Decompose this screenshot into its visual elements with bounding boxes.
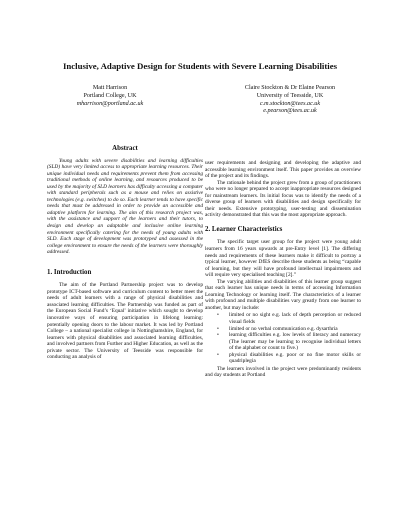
author-affiliation: Portland College, UK: [83, 92, 137, 99]
abstract-text: Young adults with severe disabilities and learning difficulties (SLD) have very limited access to appropriate learning resources. Their unique individual needs and requirements prevent them from accessing traditional methods of online learning, and resources produced to be used by the majority of SLD learners has difficulty accessing a computer with standard peripherals such as a mouse and relies on assistive technologies (e.g. switches) to do so. Each learner tends to have specific needs that must be addressed in order to provide an accessible and adaptive platform for learning. The aim of this research project was, with the assistance and support of the learners and their tutors, to design and develop an adaptable and inclusive online learning environment specifically catering for the needs of young adults with SLD. Each stage of development was prototyped and assessed in the college environment to ensure the needs of the learners were thoroughly addressed.: [47, 157, 203, 256]
section-heading-learner-characteristics: 2. Learner Characteristics: [205, 225, 283, 233]
list-item: • learning difficulties e.g. low levels of literacy and numeracy (The learner may be learning to recognise individual letters of the alphabet or count to five.): [223, 332, 361, 352]
author-name: Claire Stockton & Dr Elaine Pearson: [244, 85, 336, 91]
intro-paragraph-2: The rationale behind the project grew from a group of practitioners who were no longer prepared to accept inappropriate resources designed for mainstream learners. Its initial focus was to identify the needs of a diverse group of learners with disabilities and design specifically for their needs. Extensive prototyping, user-testing and dissemination activity demonstrated that this was the most appropriate approach.: [205, 179, 361, 219]
author-email[interactable]: mharrison@portland.ac.uk: [76, 100, 144, 107]
author-block-1: [45, 85, 175, 108]
learner-characteristics-list: [205, 312, 361, 364]
section2-paragraph-1: The specific target user group for the project were young adult learners from 16 years upwards at pre-Entry level [1]. The differing needs and requirements of these learners make it difficult to portray a typical learner, however DfES describe these students as being “capable of learning, but they will have profound intellectual impairments and will require very specialised teaching [2].”: [205, 239, 361, 279]
section2-paragraph-3: The learners involved in the project were predominantly residents and day students at Portland: [205, 365, 361, 379]
right-column: [205, 160, 361, 379]
left-column: [47, 146, 203, 361]
intro-paragraph: The aim of the Portland Partnership project was to develop prototype ICT-based software and curriculum content to better meet the needs of adult learners with a range of physical disabilities and associated learning difficulties. The Partnership was funded as part of the European Social Fund’s ‘Equal’ initiative which sought to develop innovative ways of ensuring participation in lifelong learning: potentially opening doors to the labour market. It was led by Portland College – a national specialist college in Nottinghamshire, England, for learners with physical disabilities and associated learning difficulties, and involved partners from Further and Higher Education, as well as the private sector. The University of Teesside was responsible for conducting an analysis of: [47, 282, 203, 361]
author-email[interactable]: e.pearson@tees.ac.uk: [263, 108, 317, 115]
abstract-heading: Abstract: [112, 145, 138, 152]
intro-paragraph-continued: user requirements and designing and developing the adaptive and accessible learning environment itself. This paper provides an overview of the project and its findings.: [205, 160, 361, 180]
section2-paragraph-2: The varying abilities and disabilities of this learner group suggest that each learner has unique needs in terms of accessing Information Learning Technology or learning itself. The characteristics of a learner with profound and multiple disabilities vary greatly from one learner to another, but may include:: [205, 278, 361, 311]
author-email[interactable]: c.m.stockton@tees.ac.uk: [259, 100, 321, 107]
list-item: • physical disabilities e.g. poor or no fine motor skills or quadriplegia: [223, 352, 361, 365]
author-affiliation: University of Teesside, UK: [256, 92, 324, 99]
paper-title: Inclusive, Adaptive Design for Students with Severe Learning Disabilities: [62, 61, 338, 71]
list-item: • limited or no sight e.g. lack of depth perception or reduced visual fields: [223, 312, 361, 325]
section-heading-introduction: 1. Introduction: [47, 268, 92, 276]
list-item: • limited or no verbal communication e.g. dysarthria: [223, 326, 361, 333]
author-block-2: [222, 85, 358, 116]
author-name: Matt Harrison: [92, 85, 128, 91]
